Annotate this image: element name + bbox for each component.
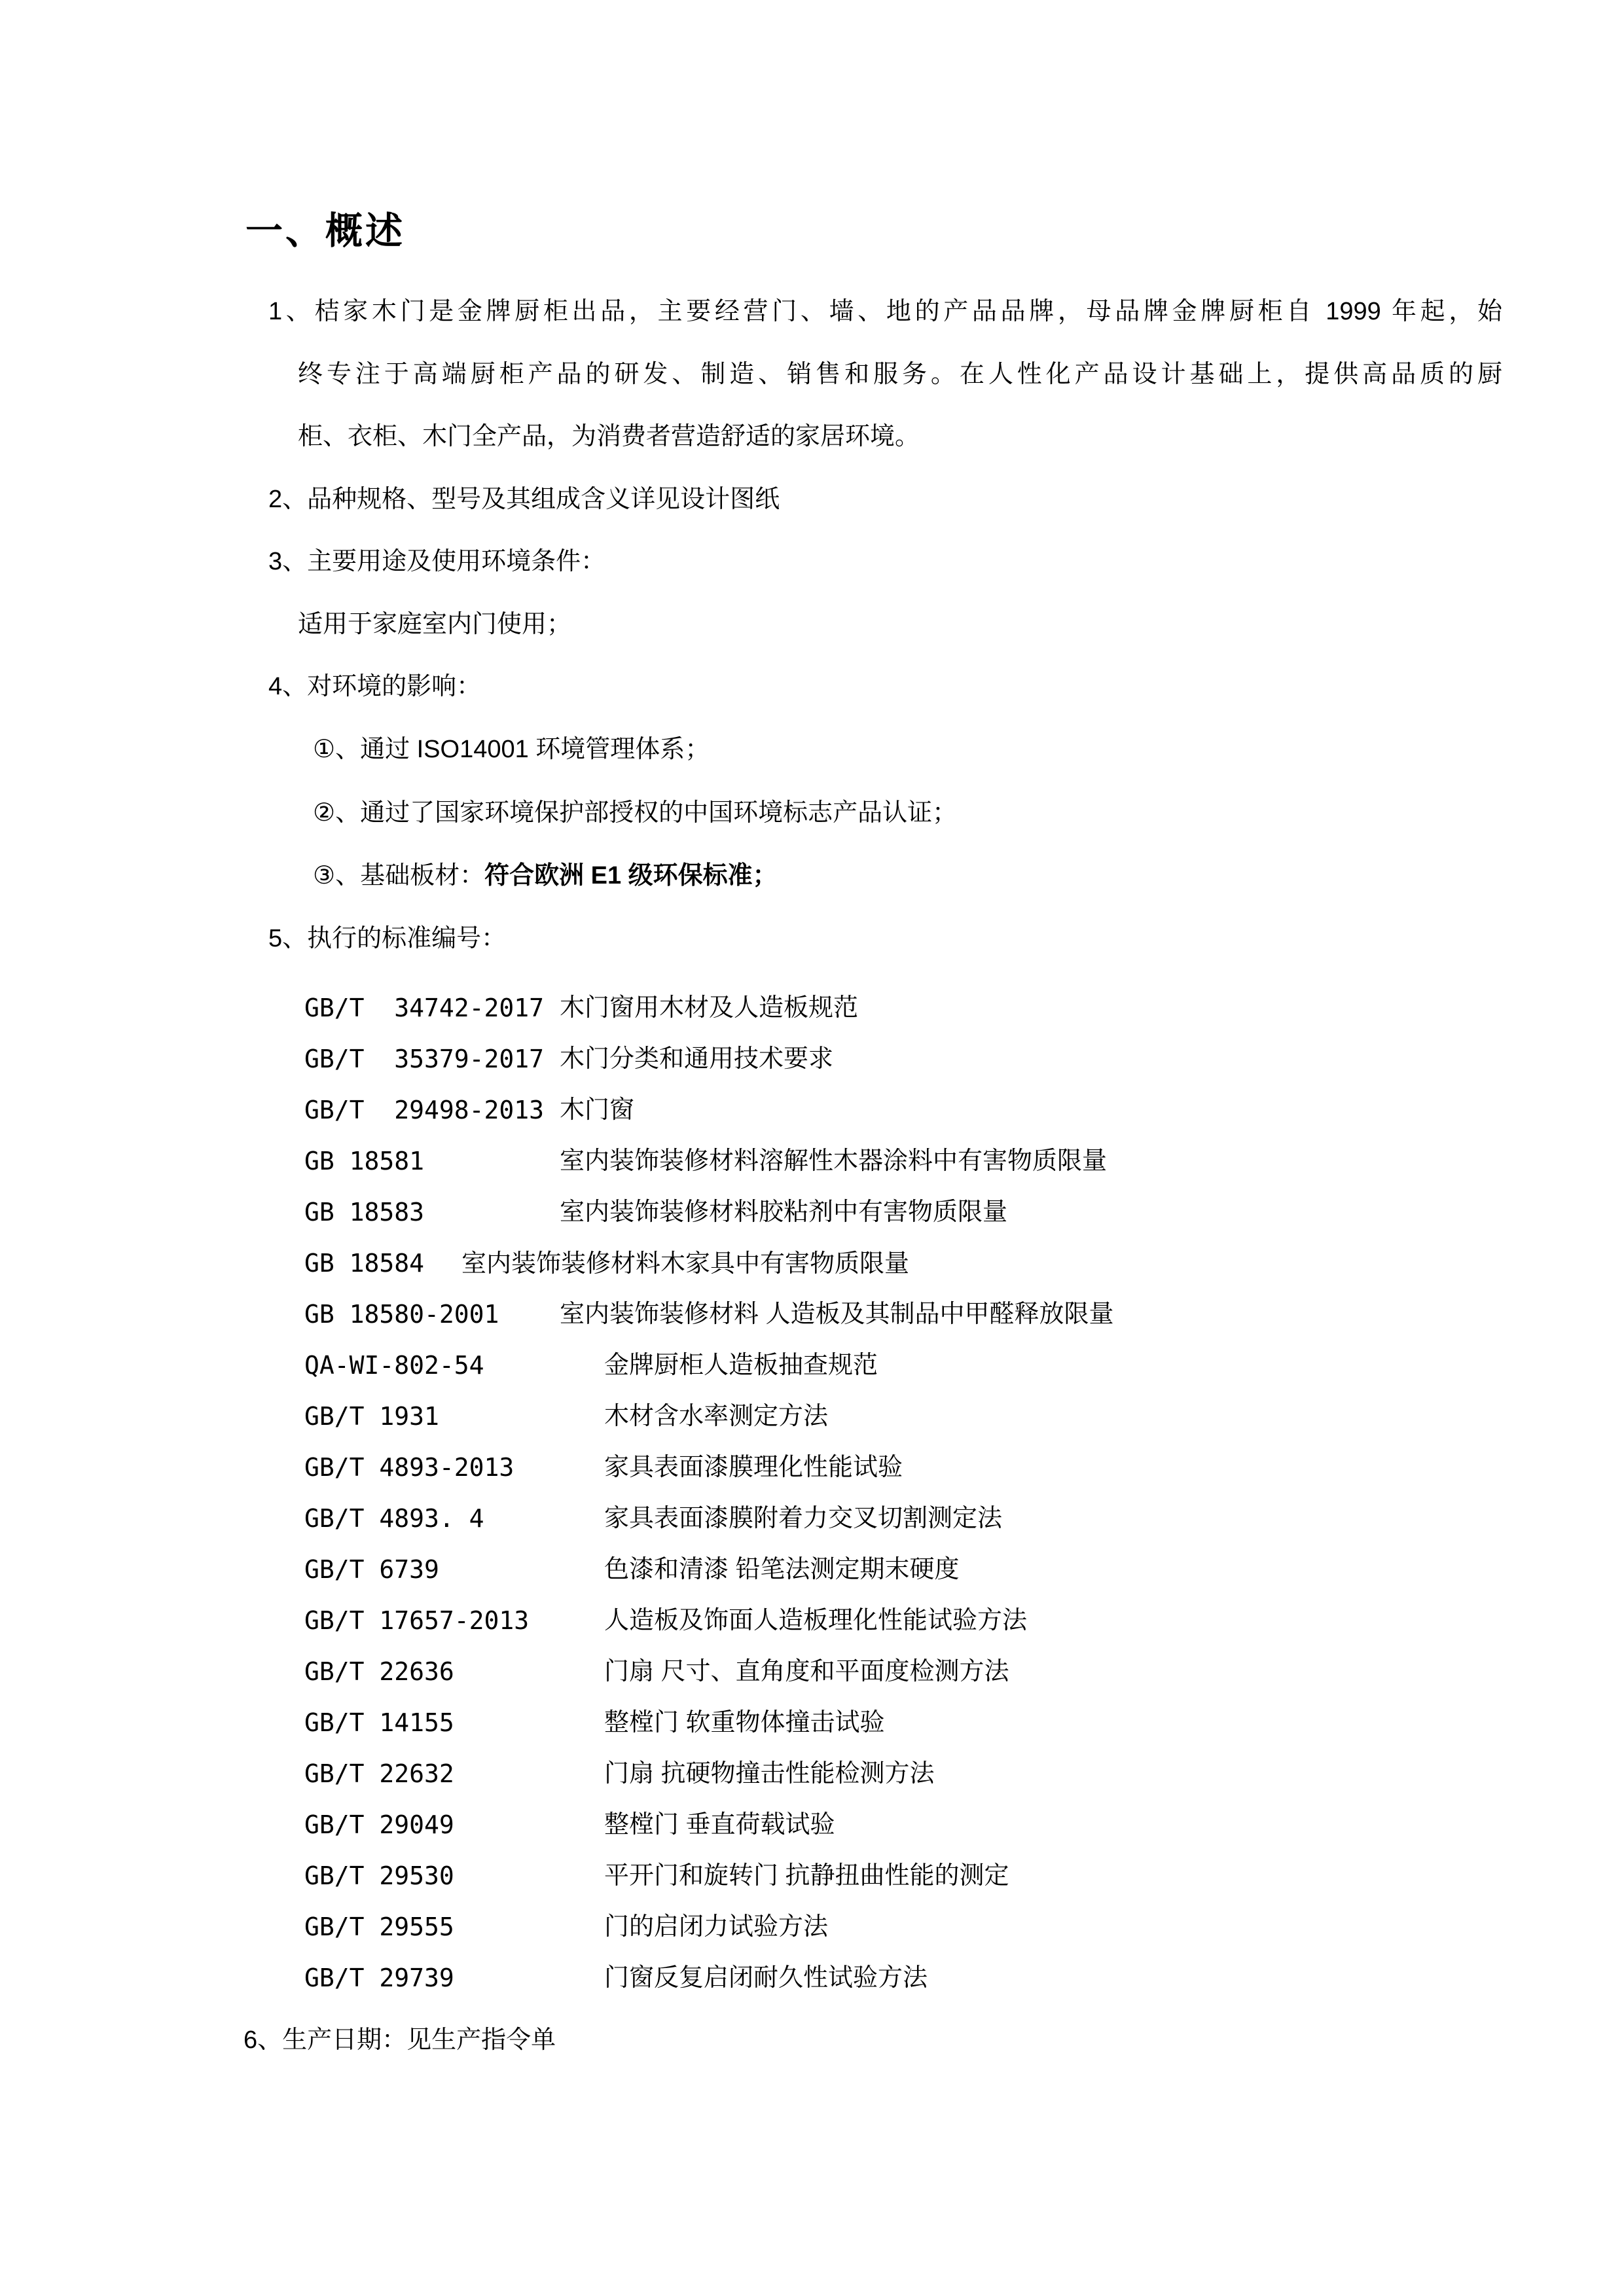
- standard-description: 门扇 尺寸、直角度和平面度检测方法: [604, 1658, 1009, 1685]
- standard-row: [304, 1247, 1548, 1299]
- standards-list: [304, 992, 1548, 2013]
- standard-row: [304, 1962, 1548, 2013]
- item-6-production-date: 6、生产日期：见生产指令单: [244, 2026, 556, 2054]
- standard-description: 室内装饰装修材料木家具中有害物质限量: [461, 1250, 910, 1278]
- standard-code: GB/T 22632: [304, 1759, 454, 1788]
- item-2-specifications: 2、品种规格、型号及其组成含义详见设计图纸: [268, 486, 780, 513]
- standard-code: GB/T 35379-2017: [304, 1045, 545, 1073]
- paragraph-1-line-3: 柜、衣柜、木门全产品，为消费者营造舒适的家居环境。: [298, 423, 920, 450]
- item-3-usage-detail: 适用于家庭室内门使用；: [298, 611, 572, 638]
- item-4-sub-3-bold-text: 符合欧洲 E1 级环保标准；: [484, 862, 778, 889]
- standard-row: [304, 1043, 1548, 1094]
- standard-description: 门窗反复启闭耐久性试验方法: [604, 1964, 928, 1992]
- standard-row: [304, 1145, 1548, 1196]
- standard-code: GB 18580-2001: [304, 1300, 499, 1329]
- standard-code: GB/T 14155: [304, 1708, 454, 1737]
- standard-row: [304, 1656, 1548, 1707]
- standard-row: [304, 1809, 1548, 1860]
- standard-row: [304, 1401, 1548, 1452]
- standard-row: [304, 1911, 1548, 1962]
- standard-description: 平开门和旋转门 抗静扭曲性能的测定: [604, 1862, 1009, 1890]
- standard-row: [304, 1196, 1548, 1247]
- standard-description: 人造板及饰面人造板理化性能试验方法: [604, 1607, 1028, 1634]
- standard-description: 木材含水率测定方法: [604, 1403, 829, 1430]
- standard-row: [304, 1605, 1548, 1656]
- item-4-sub-3-prefix: ③、基础板材：: [313, 862, 485, 889]
- standard-row: [304, 1299, 1548, 1350]
- standard-description: 整樘门 软重物体撞击试验: [604, 1709, 885, 1736]
- standard-code: GB 18584: [304, 1249, 425, 1278]
- standard-description: 门的启闭力试验方法: [604, 1913, 829, 1941]
- standard-description: 家具表面漆膜附着力交叉切割测定法: [604, 1505, 1003, 1532]
- standard-code: GB/T 29555: [304, 1912, 454, 1941]
- standard-code: GB/T 17657-2013: [304, 1606, 530, 1635]
- standard-description: 整樘门 垂直荷载试验: [604, 1811, 835, 1839]
- standard-code: QA-WI-802-54: [304, 1351, 484, 1380]
- item-3-usage-conditions: 3、主要用途及使用环境条件：: [268, 548, 606, 575]
- standard-code: GB 18583: [304, 1198, 425, 1227]
- standard-row: [304, 1758, 1548, 1809]
- standard-row: [304, 1350, 1548, 1401]
- standard-code: GB/T 29498-2013: [304, 1096, 545, 1124]
- item-4-sub-2-certification: ②、通过了国家环境保护部授权的中国环境标志产品认证；: [313, 799, 958, 827]
- standard-description: 门扇 抗硬物撞击性能检测方法: [604, 1760, 935, 1787]
- standard-code: GB/T 34742-2017: [304, 994, 545, 1022]
- standard-code: GB/T 29049: [304, 1810, 454, 1839]
- section-title: 一、概述: [245, 210, 405, 252]
- paragraph-1-line-1: 1、桔家木门是金牌厨柜出品，主要经营门、墙、地的产品品牌，母品牌金牌厨柜自 1999 年起，始: [268, 298, 1502, 325]
- item-4-sub-3-base-panel: [313, 860, 778, 891]
- standard-description: 金牌厨柜人造板抽查规范: [604, 1352, 878, 1379]
- standard-code: GB/T 22636: [304, 1657, 454, 1686]
- standard-code: GB/T 29739: [304, 1964, 454, 1992]
- standard-row: [304, 1707, 1548, 1758]
- item-4-sub-1-iso14001: ①、通过 ISO14001 环境管理体系；: [313, 736, 710, 763]
- item-4-environment-impact: 4、对环境的影响：: [268, 673, 482, 700]
- item-5-standards-heading: 5、执行的标准编号：: [268, 925, 507, 952]
- standard-code: GB/T 4893. 4: [304, 1504, 484, 1533]
- standard-row: [304, 1554, 1548, 1605]
- standard-row: [304, 1860, 1548, 1911]
- standard-code: GB 18581: [304, 1147, 425, 1175]
- standard-description: 室内装饰装修材料溶解性木器涂料中有害物质限量: [560, 1147, 1108, 1175]
- standard-row: [304, 1452, 1548, 1503]
- standard-description: 室内装饰装修材料 人造板及其制品中甲醛释放限量: [560, 1300, 1114, 1328]
- standard-description: 木门分类和通用技术要求: [560, 1045, 834, 1073]
- standard-row: [304, 1503, 1548, 1554]
- standard-description: 色漆和清漆 铅笔法测定期末硬度: [604, 1556, 960, 1583]
- standard-code: GB/T 1931: [304, 1402, 439, 1431]
- standard-code: GB/T 6739: [304, 1555, 439, 1584]
- standard-description: 木门窗用木材及人造板规范: [560, 994, 859, 1022]
- standard-description: 室内装饰装修材料胶粘剂中有害物质限量: [560, 1198, 1008, 1226]
- standard-description: 木门窗: [560, 1096, 635, 1124]
- standard-code: GB/T 29530: [304, 1861, 454, 1890]
- standard-row: [304, 1094, 1548, 1145]
- standard-row: [304, 992, 1548, 1043]
- standard-code: GB/T 4893-2013: [304, 1453, 514, 1482]
- paragraph-1-line-2: 终专注于高端厨柜产品的研发、制造、销售和服务。在人性化产品设计基础上，提供高品质的厨: [298, 361, 1502, 388]
- standard-description: 家具表面漆膜理化性能试验: [604, 1454, 903, 1481]
